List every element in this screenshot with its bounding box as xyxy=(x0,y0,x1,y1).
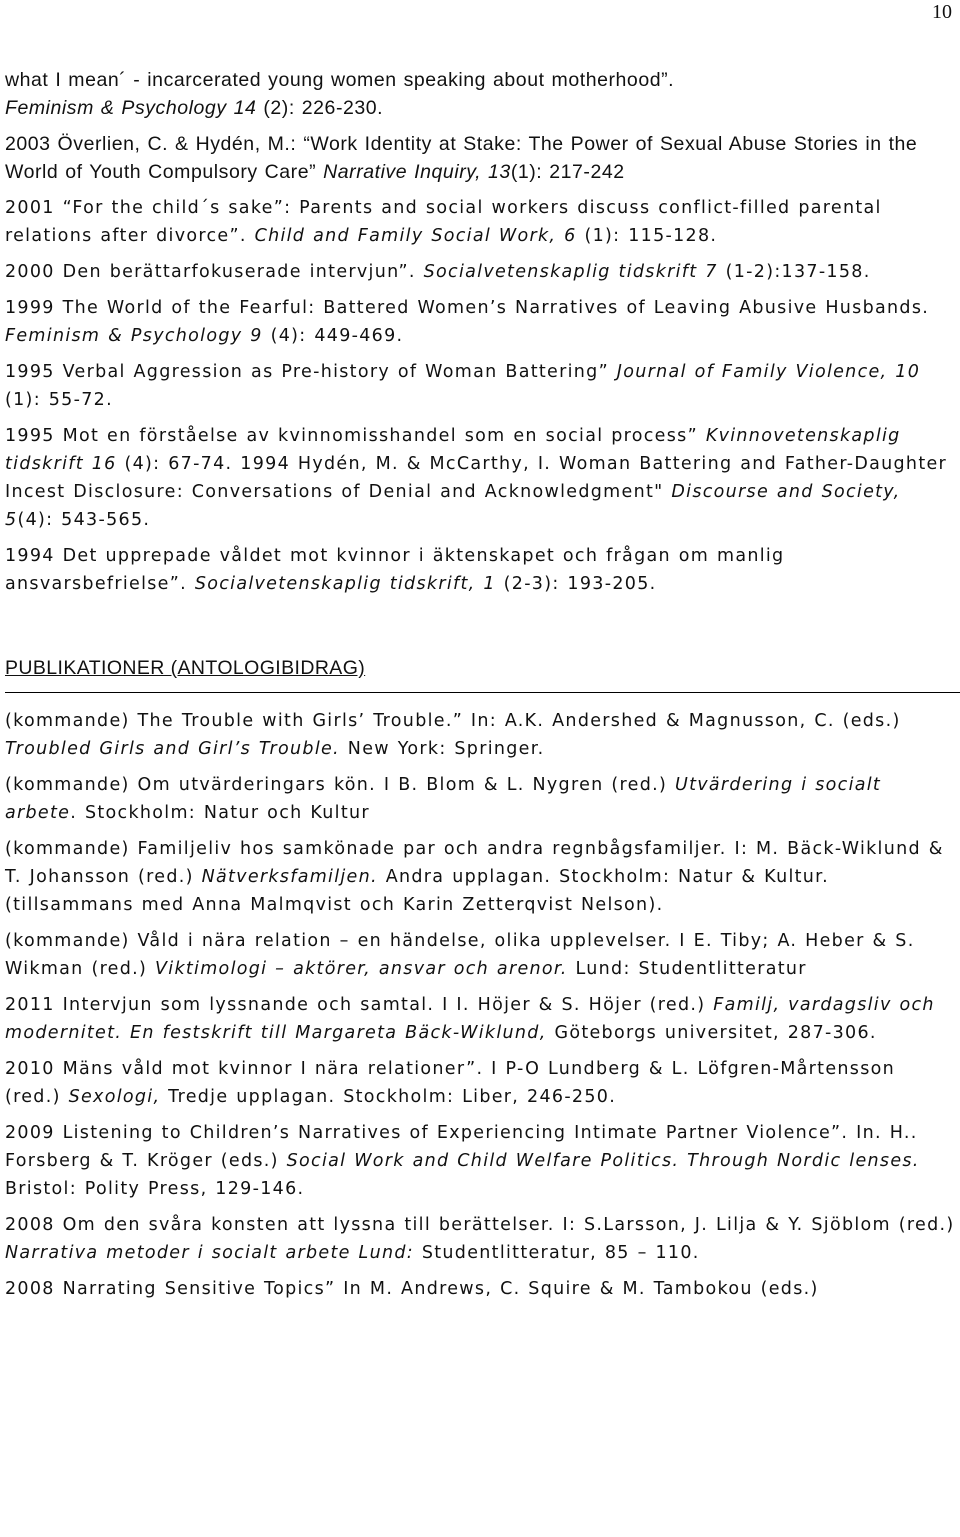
entry-source: Social Work and Child Welfare Politics. Through Nordic lenses. xyxy=(278,1151,920,1171)
entry-publisher: Tredje upplagan. Stockholm: Liber, 246-250. xyxy=(160,1087,617,1107)
entry-text: 1995 Mot en förståelse av kvinnomisshandel som en social process” xyxy=(5,426,698,446)
entry-text: 1995 Verbal Aggression as Pre-history of Woman Battering” xyxy=(5,362,609,382)
document-body xyxy=(5,66,955,1303)
entry-pages: (1-2):137-158. xyxy=(717,262,871,282)
entry-publisher: Andra upplagan. Stockholm: Natur & Kultur. (tillsammans med Anna Malmqvist och Karin Zetterqvist Nelson). xyxy=(5,867,829,915)
entry-pages: (4): 449-469. xyxy=(262,326,404,346)
anthology-entry-2 xyxy=(5,771,955,827)
entry-text: (kommande) Familjeliv hos samkönade par och andra regnbågsfamiljer. I: M. Bäck-Wiklund & T. Johansson (red.) xyxy=(5,839,944,887)
journal-entry-8 xyxy=(5,542,955,598)
entry-source: Narrative Inquiry, 13 xyxy=(316,161,511,183)
entry-text: 2010 Mäns våld mot kvinnor I nära relationer”. I P-O Lundberg & L. Löfgren-Mårtensson (red.) xyxy=(5,1059,896,1107)
entry-text: (kommande) Om utvärderingars kön. I B. Blom & L. Nygren (red.) xyxy=(5,775,668,795)
anthology-entry-6 xyxy=(5,1055,955,1111)
entry-source: Journal of Family Violence, 10 xyxy=(608,362,921,382)
entry-text: what I mean´ - incarcerated young women speaking about motherhood”. xyxy=(5,69,675,91)
entry-pages: (1): 115-128. xyxy=(576,226,718,246)
entry-text: 2000 Den berättarfokuserade intervjun”. xyxy=(5,262,416,282)
entry-source: Troubled Girls and Girl’s Trouble. xyxy=(5,739,340,759)
journal-entry-4 xyxy=(5,258,955,286)
page-number: 10 xyxy=(932,1,952,23)
anthology-entry-8 xyxy=(5,1211,955,1267)
entry-source: Viktimologi – aktörer, ansvar och arenor. xyxy=(147,959,568,979)
section-heading: PUBLIKATIONER (ANTOLOGIBIDRAG) xyxy=(5,657,366,679)
journal-entry-1 xyxy=(5,66,955,122)
entry-text: 1994 Det upprepade våldet mot kvinnor i äktenskapet och frågan om manlig ansvarsbefrielse”. xyxy=(5,546,785,594)
entry-source: Utvärdering i socialt arbete xyxy=(5,775,882,823)
entry-source: Feminism & Psychology 9 xyxy=(5,326,263,346)
anthology-entry-4 xyxy=(5,927,955,983)
entry-source: Sexologi, xyxy=(60,1087,161,1107)
entry-pages: (4): 67-74. 1994 Hydén, M. & McCarthy, I. Woman Battering and Father-Daughter Incest Disclosure: Conversations of Denial and Acknowledgment" xyxy=(5,454,948,502)
entry-publisher: Bristol: Polity Press, 129-146. xyxy=(5,1179,305,1199)
journal-entry-6 xyxy=(5,358,955,414)
journal-entry-5 xyxy=(5,294,955,350)
entry-source: Narrativa metoder i socialt arbete Lund: xyxy=(5,1243,414,1263)
entry-publisher: New York: Springer. xyxy=(339,739,545,759)
entry-publisher: Lund: Studentlitteratur xyxy=(567,959,807,979)
entry-pages: (2-3): 193-205. xyxy=(495,574,657,594)
entry-source: Socialvetenskaplig tidskrift, 1 xyxy=(186,574,496,594)
entry-source: Socialvetenskaplig tidskrift 7 xyxy=(415,262,718,282)
anthology-entry-9 xyxy=(5,1275,955,1303)
anthology-entry-5 xyxy=(5,991,955,1047)
entry-publisher: Studentlitteratur, 85 – 110. xyxy=(413,1243,700,1263)
entry-text: 2001 “For the child´s sake”: Parents and social workers discuss conflict-filled parental relations after divorce”. xyxy=(5,198,882,246)
entry-source: Feminism & Psychology 14 xyxy=(5,97,257,119)
entry-text: 2009 Listening to Children’s Narratives of Experiencing Intimate Partner Violence”. In. H.. Forsberg & T. Kröger (eds.) xyxy=(5,1123,918,1171)
anthology-entry-3 xyxy=(5,835,955,919)
entry-pages: (1): 55-72. xyxy=(5,390,113,410)
entry-source-2: Discourse and Society, 5 xyxy=(5,482,901,530)
entry-publisher: . Stockholm: Natur och Kultur xyxy=(70,803,370,823)
journal-entry-7 xyxy=(5,422,955,534)
entry-publisher: Göteborgs universitet, 287-306. xyxy=(546,1023,877,1043)
entry-source: Kvinnovetenskaplig tidskrift 16 xyxy=(5,426,901,474)
section-divider xyxy=(5,692,960,693)
entry-pages: (2): 226-230. xyxy=(256,97,384,119)
entry-text: (kommande) The Trouble with Girls’ Trouble.” In: A.K. Andershed & Magnusson, C. (eds.) xyxy=(5,711,901,731)
journal-entry-3 xyxy=(5,194,955,250)
entry-text: (kommande) Våld i nära relation – en händelse, olika upplevelser. I E. Tiby; A. Heber & S. Wikman (red.) xyxy=(5,931,915,979)
entry-pages-2: (4): 543-565. xyxy=(17,510,151,530)
entry-text: 2008 Narrating Sensitive Topics” In M. Andrews, C. Squire & M. Tambokou (eds.) xyxy=(5,1279,819,1299)
entry-text: 2011 Intervjun som lyssnande och samtal. I I. Höjer & S. Höjer (red.) xyxy=(5,995,706,1015)
entry-text: 1999 The World of the Fearful: Battered Women’s Narratives of Leaving Abusive Husbands. xyxy=(5,298,930,318)
entry-text: 2003 Överlien, C. & Hydén, M.: “Work Identity at Stake: The Power of Sexual Abuse Stories in the World of Youth Compulsory Care” xyxy=(5,133,918,183)
entry-source: Child and Family Social Work, 6 xyxy=(246,226,577,246)
entry-source: Familj, vardagsliv och modernitet. En festskrift till Margareta Bäck-Wiklund, xyxy=(5,995,935,1043)
entry-pages: (1): 217-242 xyxy=(510,161,625,183)
anthology-entry-1 xyxy=(5,707,955,763)
anthology-entry-7 xyxy=(5,1119,955,1203)
entry-source: Nätverksfamiljen. xyxy=(193,867,378,887)
journal-entry-2 xyxy=(5,130,955,186)
entry-text: 2008 Om den svåra konsten att lyssna till berättelser. I: S.Larsson, J. Lilja & Y. Sjöblom (red.) xyxy=(5,1215,955,1235)
